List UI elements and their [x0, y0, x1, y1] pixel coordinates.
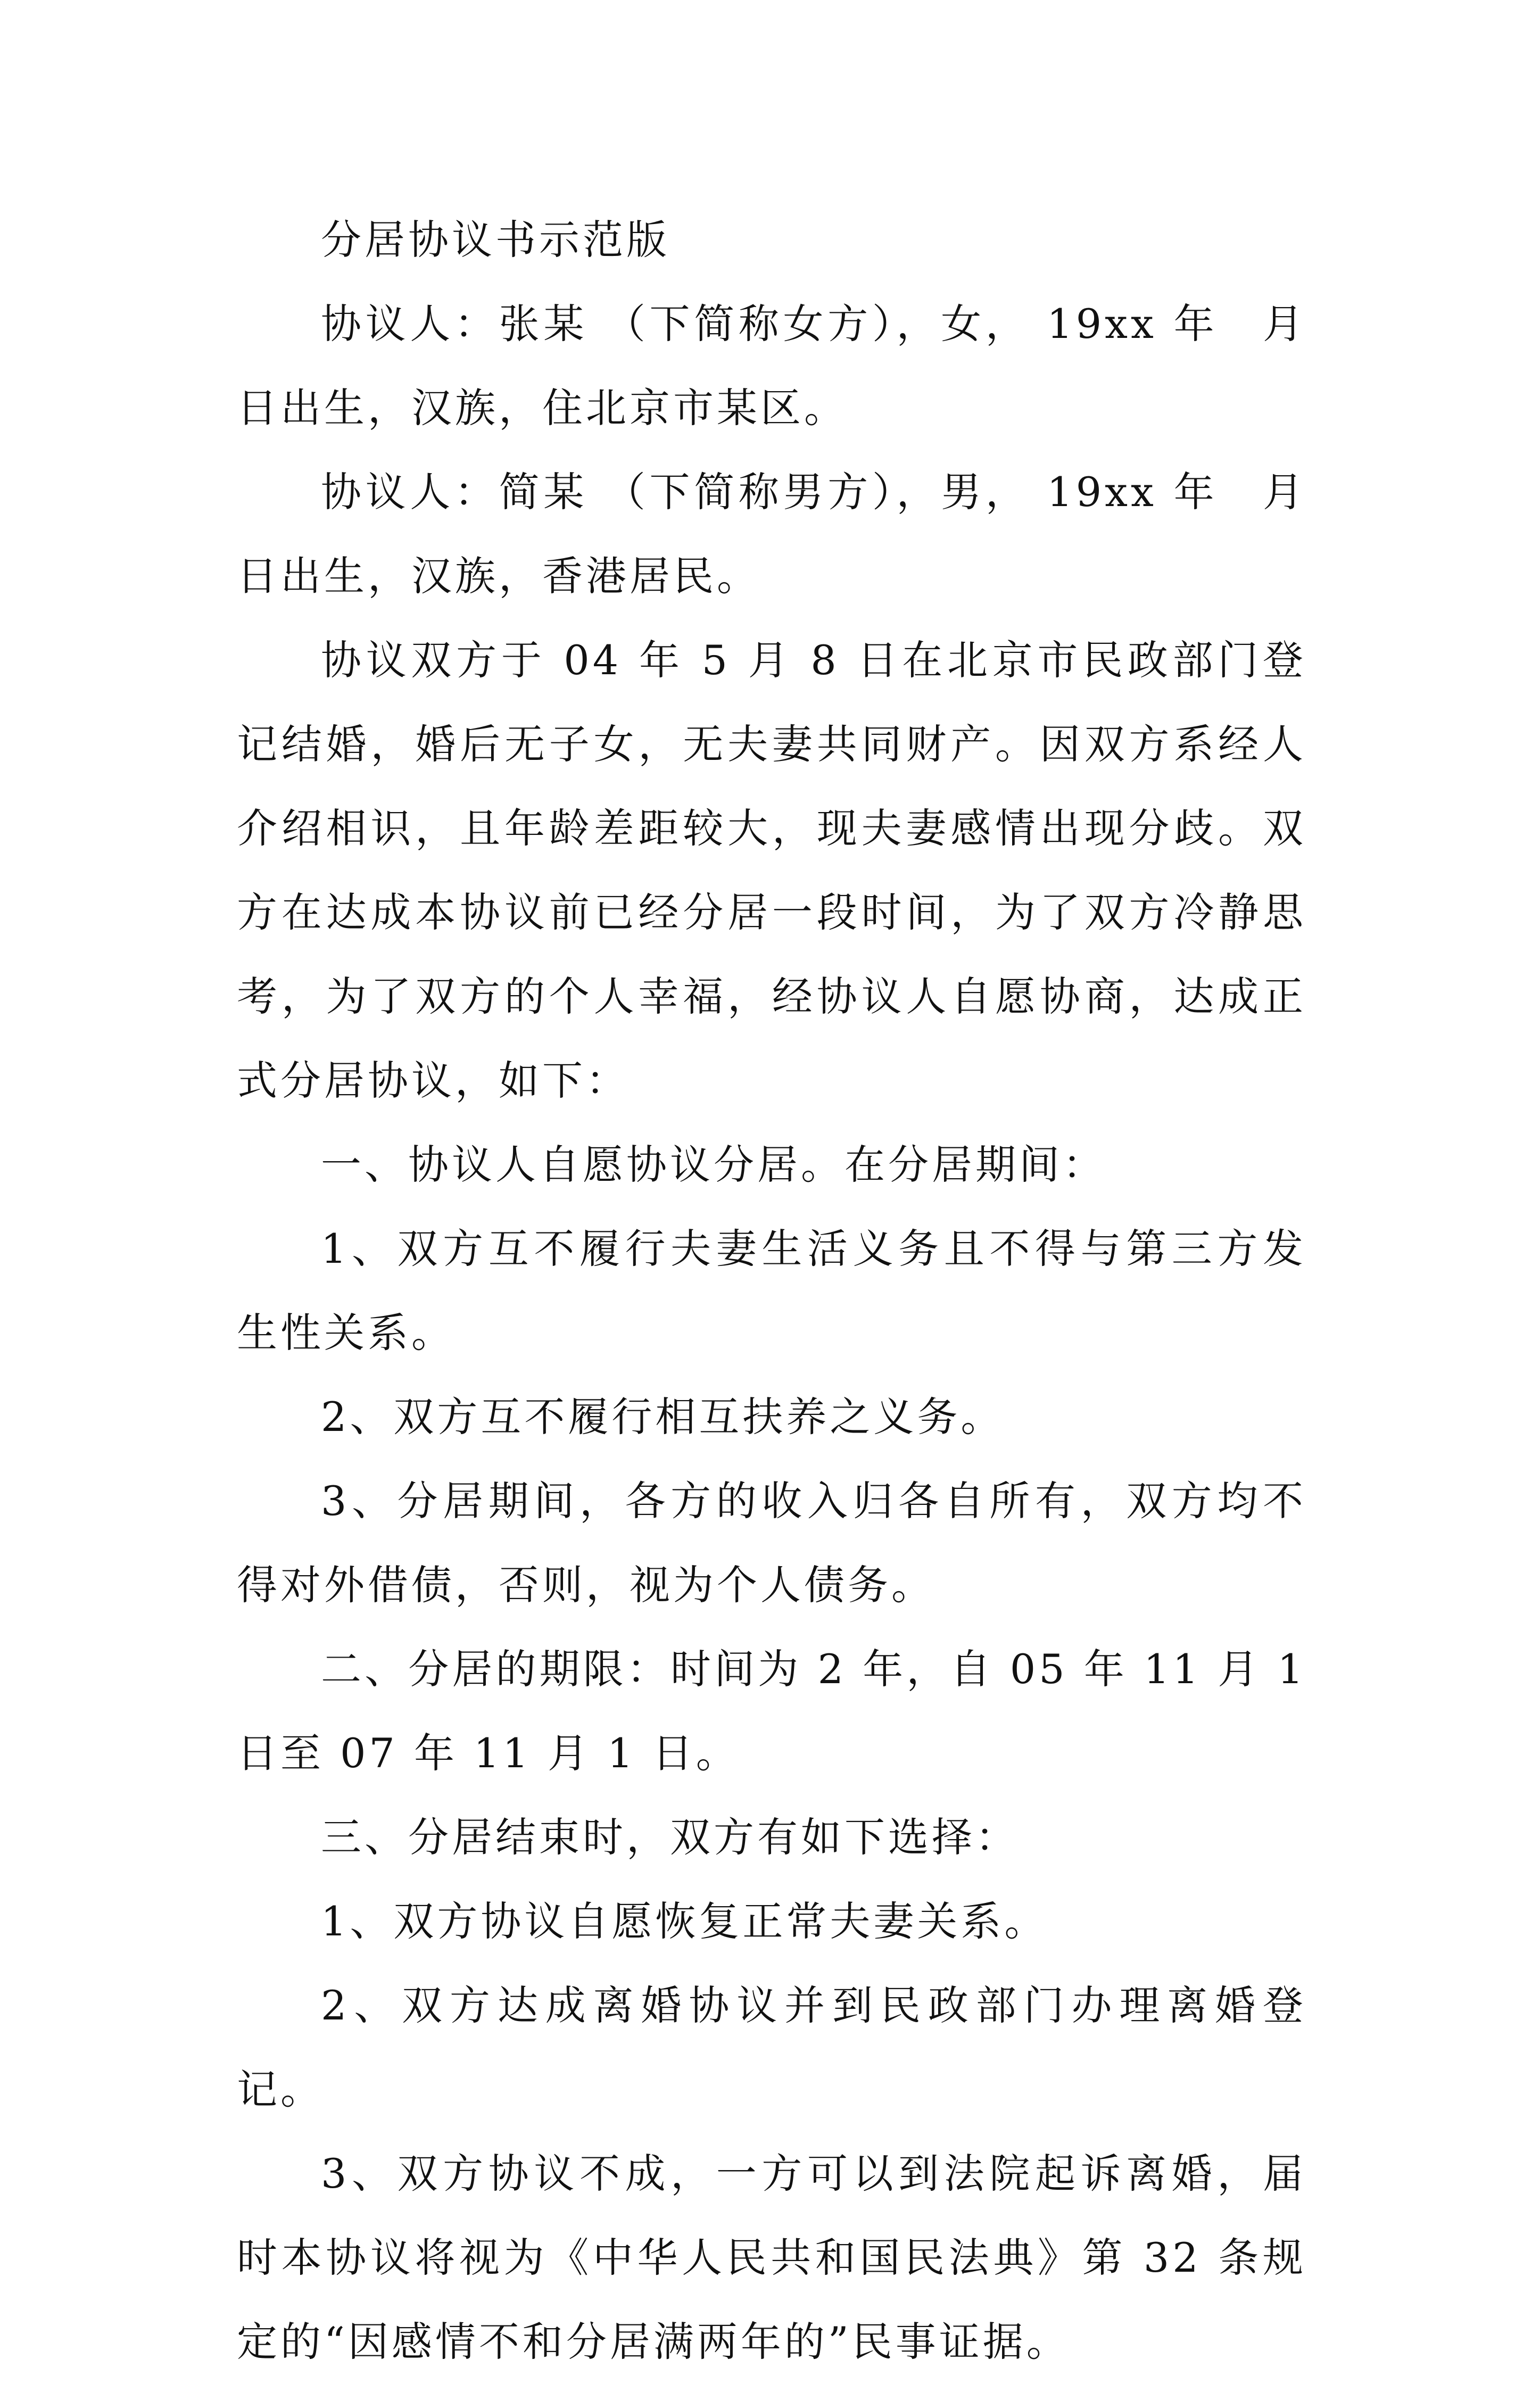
clause-one-item-2: 2、双方互不履行相互扶养之义务。: [321, 1393, 1005, 1441]
party-female-paragraph: 协议人：张某 （下简称女方），女， 19xx 年 月 日出生，汉族，住北京市某区。: [237, 300, 1350, 432]
clause-three-item-3: 3、双方协议不成，一方可以到法院起诉离婚，届时本协议将视为《中华人民共和国民法典》第 32 条规定的“因感情不和分居满两年的”民事证据。: [237, 2150, 1306, 2365]
clause-one-heading: 一、协议人自愿协议分居。在分居期间：: [321, 1141, 1106, 1188]
clause-one-item-1: 1、双方互不履行夫妻生活义务且不得与第三方发生性关系。: [237, 1225, 1306, 1356]
clause-two-term: 二、分居的期限：时间为 2 年，自 05 年 11 月 1 日至 07 年 11 月 1 日。: [237, 1645, 1306, 1777]
clause-three-item-1: 1、双方协议自愿恢复正常夫妻关系。: [321, 1898, 1048, 1945]
document-title: 分居协议书示范版: [321, 216, 670, 263]
clause-one-item-3: 3、分居期间，各方的收入归各自所有，双方均不得对外借债，否则，视为个人债务。: [237, 1477, 1306, 1609]
clause-three-item-2: 2、双方达成离婚协议并到民政部门办理离婚登记。: [237, 1982, 1306, 2113]
document-body: [237, 198, 1350, 2384]
background-paragraph: 协议双方于 04 年 5 月 8 日在北京市民政部门登记结婚，婚后无子女，无夫妻共同财产。因双方系经人介绍相识，且年龄差距较大，现夫妻感情出现分歧。双方在达成本协议前已经分居一段时间，为了双方冷静思考，为了双方的个人幸福，经协议人自愿协商，达成正式分居协议，如下：: [237, 636, 1306, 1104]
party-male-paragraph: 协议人：简某 （下简称男方），男， 19xx 年 月 日出生，汉族，香港居民。: [237, 468, 1350, 600]
clause-three-heading: 三、分居结束时，双方有如下选择：: [321, 1814, 1019, 1861]
